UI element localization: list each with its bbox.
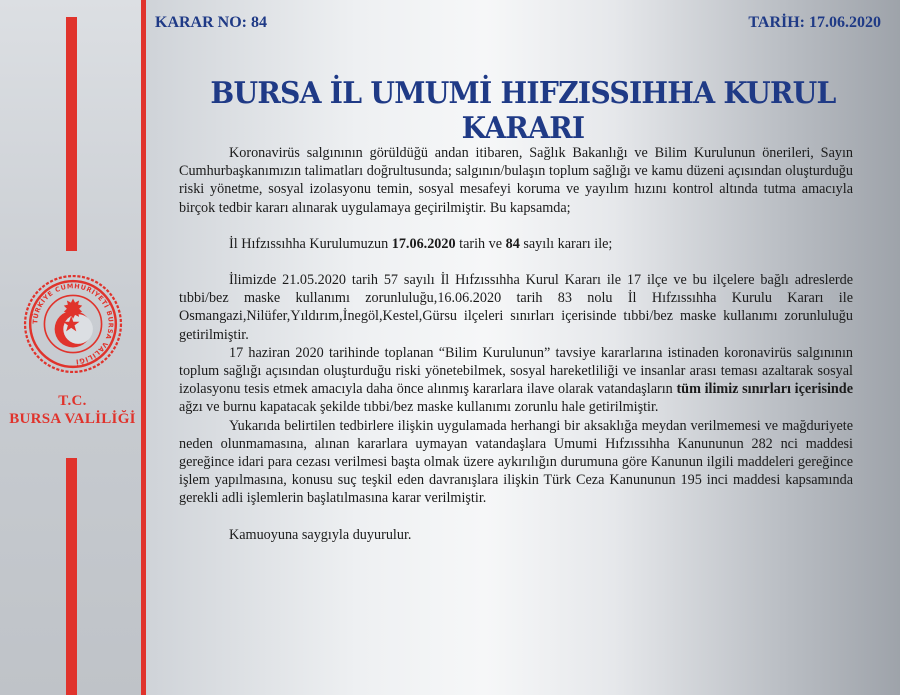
seal-ring-text: TÜRKİYE CUMHURİYETİ BURSA VALİLİĞİ: [31, 282, 115, 366]
red-stripe-top: [66, 17, 77, 251]
rule-text-b: ağzı ve burnu kapatacak şekilde tıbbi/bez maske kullanımı zorunlu hale getirilmiştir.: [179, 399, 659, 416]
ref-text-a: İl Hıfzıssıhha Kurulumuzun: [229, 235, 392, 252]
ref-number: 84: [505, 235, 520, 252]
sidebar: [0, 0, 145, 695]
rule-scope: tüm ilimiz sınırları içerisinde: [676, 381, 853, 398]
paragraph-closing: Kamuoyuna saygıyla duyurulur.: [229, 526, 412, 543]
decision-text: [179, 144, 853, 544]
ref-text-c: sayılı kararı ile;: [519, 235, 613, 252]
paragraph-new-rule: [179, 344, 853, 417]
document-body: [146, 0, 900, 695]
decision-number: KARAR NO: 84: [155, 14, 267, 31]
tc-label: T.C.: [58, 393, 87, 409]
document-title: BURSA İL UMUMİ HIFZISSIHHA KURUL KARARI: [210, 76, 836, 146]
bursa-valiligi-label: BURSA VALİLİĞİ: [9, 411, 136, 427]
paragraph-penalties: Yukarıda belirtilen tedbirlere ilişkin uygulamada herhangi bir aksaklığa meydan verilmemesi ve mağduriyete neden olunmamasına, alınan kararlara uymayan vatandaşlara Umumi Hıfzıssıhha Kanununun 282 nci maddesi gereğince idari para cezası verilmesi başta olmak üzere aykırılığın durumuna göre Kanunun ilgili maddeleri gereğince işlem yapılmasına, konusu suç teşkil eden davranışlara ilişkin Türk Ceza Kanununun 195 inci maddesi kapsamında gerekli adli işlemlerin başlatılmasına karar verilmiştir.: [179, 417, 853, 507]
paragraph-intro: Koronavirüs salgınının görüldüğü andan itibaren, Sağlık Bakanlığı ve Bilim Kurulunun önerileri, Sayın Cumhurbaşkanımızın talimatları doğrultusunda; salgının/bulaşın toplum sağlığı ve kamu düzeni açısından oluşturduğu riski yönetme, sosyal izolasyonu temin, sosyal mesafeyi koruma ve yayılım hızını kontrol altında tutma amacıyla birçok tedbir kararı alınarak uygulamaya geçirilmiştir. Bu kapsamda;: [179, 145, 853, 216]
paragraph-reference: [179, 235, 853, 253]
ref-date: 17.06.2020: [391, 235, 456, 252]
ref-text-b: tarih ve: [455, 235, 506, 252]
governorship-seal-icon: [22, 273, 124, 375]
rule-text-a: 17 haziran 2020 tarihinde toplanan “Bilim Kurulunun” tavsiye kararlarına istinaden koronavirüs salgınının toplum sağlığı açısından oluşturduğu riski yönetebilmek, sosyal hareketliliği ve insanlar arası teması azaltarak sosyal izolasyonu tesis etmek amacıyla daha önce alınmış kararlara ilave olarak vatandaşların: [179, 344, 853, 398]
paragraph-previous-decisions: İlimizde 21.05.2020 tarih 57 sayılı İl Hıfzıssıhha Kurul Kararı ile 17 ilçe ve bu ilçelere bağlı adreslerde tıbbi/bez maske kullanımı zorunluluğu,16.06.2020 tarih 83 nolu İl Hıfzıssıhha Kurulu Kararı ile Osmangazi,Nilüfer,Yıldırım,İnegöl,Kestel,Gürsu ilçeleri sınırları içerisinde tıbbi/bez maske kullanımı zorunluluğu getirilmiştir.: [179, 272, 853, 343]
red-stripe-bottom: [66, 458, 77, 695]
decision-date: TARİH: 17.06.2020: [748, 14, 881, 31]
